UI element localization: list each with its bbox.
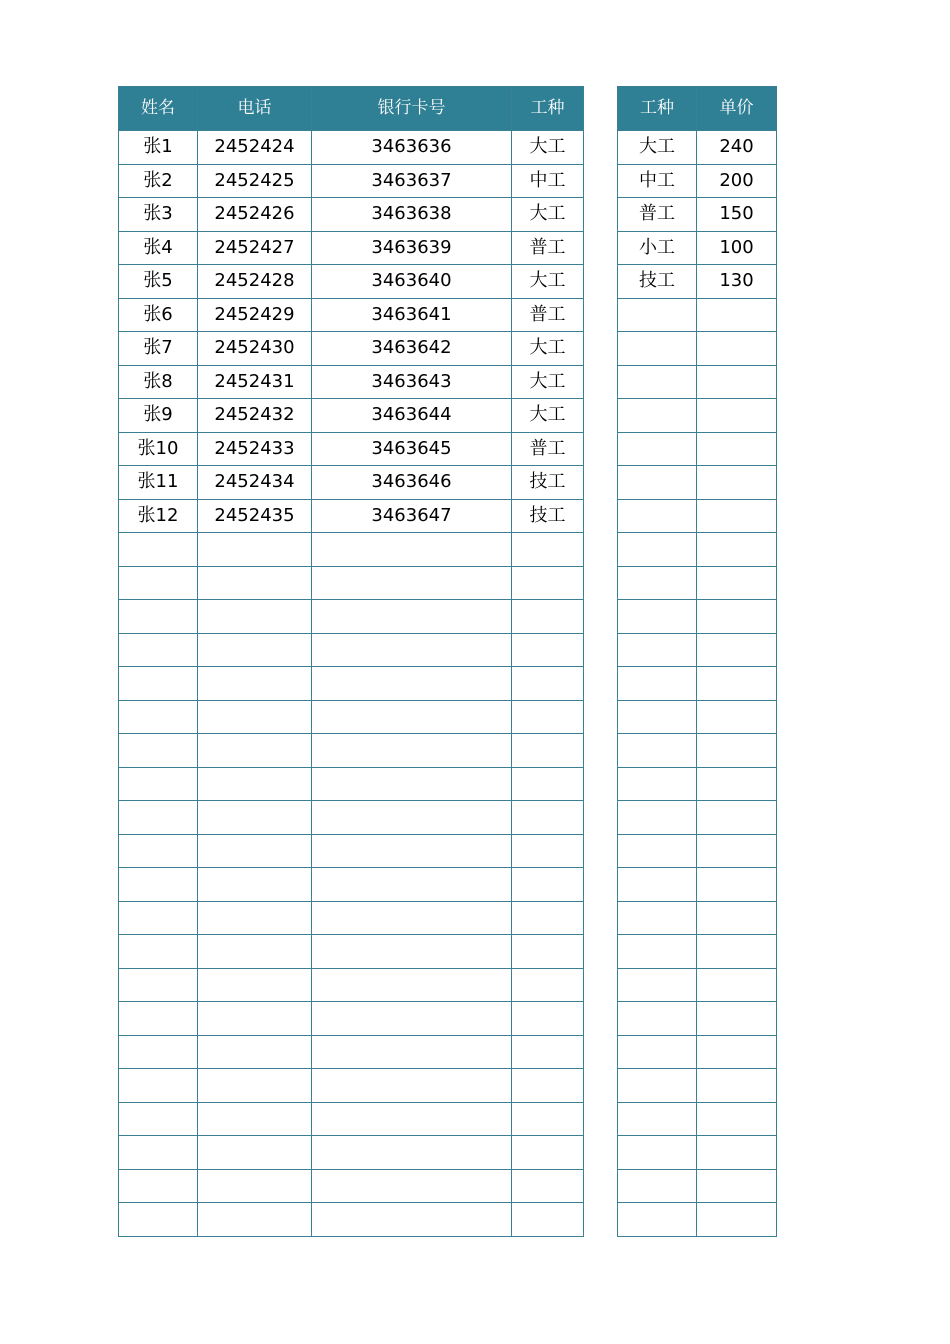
table-row — [618, 1136, 777, 1170]
unit-price-cell[interactable] — [697, 332, 777, 366]
bank-card-cell[interactable] — [312, 935, 512, 969]
unit-price-cell[interactable]: 150 — [697, 198, 777, 232]
job-type-cell[interactable] — [618, 566, 697, 600]
table-row — [119, 1035, 584, 1069]
table-row — [119, 131, 584, 165]
table-row — [119, 1102, 584, 1136]
job-type-cell[interactable] — [512, 1102, 584, 1136]
table-row — [119, 667, 584, 701]
job-type-cell[interactable] — [618, 700, 697, 734]
table-row — [119, 767, 584, 801]
bank-card-cell[interactable] — [312, 767, 512, 801]
phone-cell[interactable]: 2452432 — [198, 399, 312, 433]
name-cell[interactable] — [119, 633, 198, 667]
name-cell[interactable] — [119, 801, 198, 835]
table-row — [119, 432, 584, 466]
name-cell[interactable] — [119, 533, 198, 567]
bank-card-cell[interactable] — [312, 1136, 512, 1170]
phone-cell[interactable] — [198, 1203, 312, 1237]
table-row — [618, 667, 777, 701]
job-type-cell[interactable] — [512, 968, 584, 1002]
table-row — [618, 1203, 777, 1237]
bank-card-cell[interactable]: 3463640 — [312, 265, 512, 299]
phone-cell[interactable]: 2452426 — [198, 198, 312, 232]
header-bank-card[interactable]: 银行卡号 — [312, 87, 512, 131]
job-type-cell[interactable] — [618, 667, 697, 701]
unit-price-cell[interactable] — [697, 1002, 777, 1036]
unit-price-cell[interactable] — [697, 901, 777, 935]
job-type-cell[interactable] — [512, 1136, 584, 1170]
phone-cell[interactable] — [198, 566, 312, 600]
name-cell[interactable] — [119, 566, 198, 600]
phone-cell[interactable]: 2452429 — [198, 298, 312, 332]
bank-card-cell[interactable]: 3463647 — [312, 499, 512, 533]
table-row — [119, 834, 584, 868]
name-cell[interactable] — [119, 1102, 198, 1136]
unit-price-cell[interactable] — [697, 466, 777, 500]
table-row — [119, 1002, 584, 1036]
name-cell[interactable] — [119, 734, 198, 768]
unit-price-cell[interactable] — [697, 868, 777, 902]
bank-card-cell[interactable]: 3463637 — [312, 164, 512, 198]
table-row — [119, 499, 584, 533]
unit-price-cell[interactable]: 200 — [697, 164, 777, 198]
name-cell[interactable] — [119, 600, 198, 634]
phone-cell[interactable] — [198, 1069, 312, 1103]
table-row — [618, 466, 777, 500]
phone-cell[interactable]: 2452434 — [198, 466, 312, 500]
table-row — [618, 566, 777, 600]
table-row — [119, 1069, 584, 1103]
job-type-cell[interactable] — [618, 1002, 697, 1036]
job-type-cell[interactable]: 技工 — [618, 265, 697, 299]
table-row — [119, 1136, 584, 1170]
job-type-cell[interactable]: 大工 — [512, 399, 584, 433]
job-type-cell[interactable] — [618, 801, 697, 835]
job-type-cell[interactable] — [512, 1203, 584, 1237]
table-row — [119, 198, 584, 232]
phone-cell[interactable] — [198, 600, 312, 634]
job-type-cell[interactable] — [618, 466, 697, 500]
unit-price-cell[interactable] — [697, 1136, 777, 1170]
bank-card-cell[interactable]: 3463641 — [312, 298, 512, 332]
bank-card-cell[interactable]: 3463638 — [312, 198, 512, 232]
phone-cell[interactable] — [198, 1102, 312, 1136]
job-type-cell[interactable] — [618, 1203, 697, 1237]
job-type-cell[interactable]: 中工 — [618, 164, 697, 198]
unit-price-cell[interactable] — [697, 533, 777, 567]
table-row — [618, 968, 777, 1002]
job-type-cell[interactable]: 大工 — [512, 332, 584, 366]
job-type-cell[interactable] — [512, 901, 584, 935]
name-cell[interactable] — [119, 1203, 198, 1237]
job-type-cell[interactable]: 技工 — [512, 466, 584, 500]
name-cell[interactable]: 张10 — [119, 432, 198, 466]
bank-card-cell[interactable]: 3463639 — [312, 231, 512, 265]
job-type-cell[interactable] — [512, 566, 584, 600]
unit-price-cell[interactable] — [697, 298, 777, 332]
unit-price-cell[interactable] — [697, 499, 777, 533]
bank-card-cell[interactable] — [312, 667, 512, 701]
job-type-cell[interactable] — [512, 600, 584, 634]
name-cell[interactable] — [119, 667, 198, 701]
job-type-cell[interactable] — [618, 1169, 697, 1203]
unit-price-cell[interactable] — [697, 767, 777, 801]
job-type-cell[interactable] — [618, 734, 697, 768]
job-type-cell[interactable]: 大工 — [618, 131, 697, 165]
unit-price-cell[interactable] — [697, 667, 777, 701]
phone-cell[interactable] — [198, 1136, 312, 1170]
table-row — [618, 131, 777, 165]
unit-price-cell[interactable] — [697, 1203, 777, 1237]
job-type-cell[interactable]: 普工 — [618, 198, 697, 232]
phone-cell[interactable]: 2452427 — [198, 231, 312, 265]
name-cell[interactable]: 张9 — [119, 399, 198, 433]
job-type-cell[interactable] — [618, 935, 697, 969]
name-cell[interactable] — [119, 901, 198, 935]
phone-cell[interactable] — [198, 801, 312, 835]
table-row — [618, 1035, 777, 1069]
table-row — [618, 432, 777, 466]
phone-cell[interactable]: 2452428 — [198, 265, 312, 299]
job-type-cell[interactable] — [512, 767, 584, 801]
name-cell[interactable]: 张6 — [119, 298, 198, 332]
table-row — [618, 901, 777, 935]
table-row — [618, 935, 777, 969]
unit-price-cell[interactable] — [697, 734, 777, 768]
unit-price-cell[interactable] — [697, 834, 777, 868]
bank-card-cell[interactable] — [312, 600, 512, 634]
unit-price-cell[interactable] — [697, 801, 777, 835]
name-cell[interactable]: 张4 — [119, 231, 198, 265]
bank-card-cell[interactable] — [312, 1035, 512, 1069]
unit-price-cell[interactable] — [697, 935, 777, 969]
table-row — [618, 734, 777, 768]
job-type-cell[interactable]: 大工 — [512, 265, 584, 299]
table-row — [618, 600, 777, 634]
header-unit-price[interactable]: 单价 — [697, 87, 777, 131]
table-row — [119, 801, 584, 835]
job-type-cell[interactable] — [618, 298, 697, 332]
job-type-cell[interactable] — [618, 533, 697, 567]
table-row — [119, 968, 584, 1002]
phone-cell[interactable]: 2452430 — [198, 332, 312, 366]
unit-price-cell[interactable] — [697, 432, 777, 466]
table-row — [618, 1069, 777, 1103]
job-type-cell[interactable] — [618, 365, 697, 399]
job-type-cell[interactable] — [618, 1035, 697, 1069]
phone-cell[interactable] — [198, 1035, 312, 1069]
table-row — [119, 164, 584, 198]
table-row — [119, 935, 584, 969]
table-row — [618, 198, 777, 232]
bank-card-cell[interactable] — [312, 1102, 512, 1136]
table-row — [618, 231, 777, 265]
table-row — [119, 399, 584, 433]
table-row — [119, 600, 584, 634]
phone-cell[interactable] — [198, 1002, 312, 1036]
job-type-cell[interactable]: 普工 — [512, 231, 584, 265]
unit-price-cell[interactable] — [697, 566, 777, 600]
table-row — [618, 801, 777, 835]
name-cell[interactable] — [119, 700, 198, 734]
phone-cell[interactable] — [198, 533, 312, 567]
table-row — [119, 231, 584, 265]
name-cell[interactable] — [119, 1002, 198, 1036]
name-cell[interactable]: 张11 — [119, 466, 198, 500]
bank-card-cell[interactable] — [312, 1069, 512, 1103]
job-type-cell[interactable]: 大工 — [512, 198, 584, 232]
name-cell[interactable]: 张12 — [119, 499, 198, 533]
phone-cell[interactable] — [198, 901, 312, 935]
table-row — [618, 868, 777, 902]
table-row — [618, 1002, 777, 1036]
table-row — [119, 265, 584, 299]
unit-price-cell[interactable] — [697, 1169, 777, 1203]
unit-price-cell[interactable] — [697, 1035, 777, 1069]
unit-price-cell[interactable] — [697, 399, 777, 433]
job-type-cell[interactable] — [618, 432, 697, 466]
header-name[interactable]: 姓名 — [119, 87, 198, 131]
table-row — [119, 365, 584, 399]
job-type-cell[interactable] — [512, 533, 584, 567]
job-type-cell[interactable]: 小工 — [618, 231, 697, 265]
table-row — [119, 734, 584, 768]
unit-price-cell[interactable]: 100 — [697, 231, 777, 265]
phone-cell[interactable] — [198, 767, 312, 801]
worker-table — [118, 86, 584, 1237]
bank-card-cell[interactable] — [312, 734, 512, 768]
name-cell[interactable]: 张7 — [119, 332, 198, 366]
job-type-cell[interactable] — [618, 1069, 697, 1103]
bank-card-cell[interactable] — [312, 801, 512, 835]
bank-card-cell[interactable] — [312, 1002, 512, 1036]
job-type-cell[interactable] — [618, 499, 697, 533]
phone-cell[interactable] — [198, 667, 312, 701]
bank-card-cell[interactable]: 3463636 — [312, 131, 512, 165]
table-row — [618, 365, 777, 399]
phone-cell[interactable] — [198, 700, 312, 734]
job-type-cell[interactable] — [512, 935, 584, 969]
bank-card-cell[interactable]: 3463645 — [312, 432, 512, 466]
table-row — [119, 1169, 584, 1203]
unit-price-cell[interactable] — [697, 600, 777, 634]
job-type-cell[interactable]: 普工 — [512, 298, 584, 332]
table-row — [618, 298, 777, 332]
name-cell[interactable]: 张3 — [119, 198, 198, 232]
job-type-cell[interactable]: 普工 — [512, 432, 584, 466]
phone-cell[interactable] — [198, 834, 312, 868]
phone-cell[interactable]: 2452433 — [198, 432, 312, 466]
unit-price-cell[interactable] — [697, 633, 777, 667]
name-cell[interactable] — [119, 1069, 198, 1103]
table-row — [119, 700, 584, 734]
bank-card-cell[interactable] — [312, 868, 512, 902]
table-row — [618, 1169, 777, 1203]
table-row — [618, 164, 777, 198]
job-type-cell[interactable] — [618, 633, 697, 667]
table-row — [618, 332, 777, 366]
bank-card-cell[interactable]: 3463646 — [312, 466, 512, 500]
job-type-cell[interactable] — [512, 801, 584, 835]
header-phone[interactable]: 电话 — [198, 87, 312, 131]
name-cell[interactable] — [119, 968, 198, 1002]
header-job-type[interactable]: 工种 — [618, 87, 697, 131]
phone-cell[interactable] — [198, 935, 312, 969]
job-type-cell[interactable] — [618, 834, 697, 868]
job-type-cell[interactable] — [618, 1102, 697, 1136]
worker-table-header-row — [119, 87, 584, 131]
job-type-cell[interactable]: 大工 — [512, 131, 584, 165]
table-row — [618, 767, 777, 801]
table-row — [119, 868, 584, 902]
phone-cell[interactable]: 2452425 — [198, 164, 312, 198]
table-row — [618, 1102, 777, 1136]
name-cell[interactable] — [119, 834, 198, 868]
table-row — [119, 533, 584, 567]
name-cell[interactable] — [119, 935, 198, 969]
name-cell[interactable] — [119, 868, 198, 902]
table-row — [618, 533, 777, 567]
table-row — [618, 265, 777, 299]
bank-card-cell[interactable]: 3463644 — [312, 399, 512, 433]
name-cell[interactable] — [119, 767, 198, 801]
job-type-cell[interactable] — [512, 1035, 584, 1069]
price-table-header-row — [618, 87, 777, 131]
job-type-cell[interactable] — [512, 667, 584, 701]
table-row — [119, 901, 584, 935]
job-type-cell[interactable]: 大工 — [512, 365, 584, 399]
bank-card-cell[interactable]: 3463642 — [312, 332, 512, 366]
unit-price-cell[interactable] — [697, 968, 777, 1002]
name-cell[interactable]: 张1 — [119, 131, 198, 165]
job-type-cell[interactable] — [512, 700, 584, 734]
table-row — [119, 1203, 584, 1237]
unit-price-cell[interactable]: 130 — [697, 265, 777, 299]
job-type-cell[interactable] — [512, 734, 584, 768]
phone-cell[interactable] — [198, 734, 312, 768]
header-job-type[interactable]: 工种 — [512, 87, 584, 131]
job-type-cell[interactable]: 中工 — [512, 164, 584, 198]
job-type-cell[interactable] — [618, 968, 697, 1002]
name-cell[interactable] — [119, 1136, 198, 1170]
name-cell[interactable]: 张5 — [119, 265, 198, 299]
bank-card-cell[interactable] — [312, 533, 512, 567]
table-row — [119, 566, 584, 600]
table-row — [119, 633, 584, 667]
phone-cell[interactable] — [198, 633, 312, 667]
table-row — [119, 298, 584, 332]
phone-cell[interactable]: 2452431 — [198, 365, 312, 399]
phone-cell[interactable]: 2452435 — [198, 499, 312, 533]
bank-card-cell[interactable] — [312, 834, 512, 868]
table-row — [618, 700, 777, 734]
name-cell[interactable] — [119, 1035, 198, 1069]
job-type-cell[interactable] — [512, 868, 584, 902]
phone-cell[interactable] — [198, 968, 312, 1002]
phone-cell[interactable] — [198, 1169, 312, 1203]
table-row — [119, 332, 584, 366]
table-row — [618, 499, 777, 533]
job-type-cell[interactable] — [512, 1069, 584, 1103]
table-row — [119, 466, 584, 500]
job-type-cell[interactable] — [512, 834, 584, 868]
bank-card-cell[interactable]: 3463643 — [312, 365, 512, 399]
price-table — [617, 86, 777, 1237]
bank-card-cell[interactable] — [312, 901, 512, 935]
bank-card-cell[interactable] — [312, 633, 512, 667]
bank-card-cell[interactable] — [312, 1203, 512, 1237]
job-type-cell[interactable] — [618, 1136, 697, 1170]
unit-price-cell[interactable] — [697, 1102, 777, 1136]
bank-card-cell[interactable] — [312, 968, 512, 1002]
job-type-cell[interactable] — [512, 633, 584, 667]
job-type-cell[interactable] — [618, 600, 697, 634]
job-type-cell[interactable] — [618, 868, 697, 902]
table-row — [618, 633, 777, 667]
phone-cell[interactable] — [198, 868, 312, 902]
job-type-cell[interactable] — [618, 901, 697, 935]
bank-card-cell[interactable] — [312, 566, 512, 600]
unit-price-cell[interactable] — [697, 700, 777, 734]
unit-price-cell[interactable] — [697, 1069, 777, 1103]
job-type-cell[interactable]: 技工 — [512, 499, 584, 533]
table-row — [618, 399, 777, 433]
bank-card-cell[interactable] — [312, 700, 512, 734]
phone-cell[interactable]: 2452424 — [198, 131, 312, 165]
name-cell[interactable]: 张2 — [119, 164, 198, 198]
job-type-cell[interactable] — [618, 767, 697, 801]
job-type-cell[interactable] — [512, 1002, 584, 1036]
unit-price-cell[interactable] — [697, 365, 777, 399]
name-cell[interactable]: 张8 — [119, 365, 198, 399]
job-type-cell[interactable] — [618, 332, 697, 366]
job-type-cell[interactable] — [618, 399, 697, 433]
unit-price-cell[interactable]: 240 — [697, 131, 777, 165]
job-type-cell[interactable] — [512, 1169, 584, 1203]
bank-card-cell[interactable] — [312, 1169, 512, 1203]
table-row — [618, 834, 777, 868]
name-cell[interactable] — [119, 1169, 198, 1203]
